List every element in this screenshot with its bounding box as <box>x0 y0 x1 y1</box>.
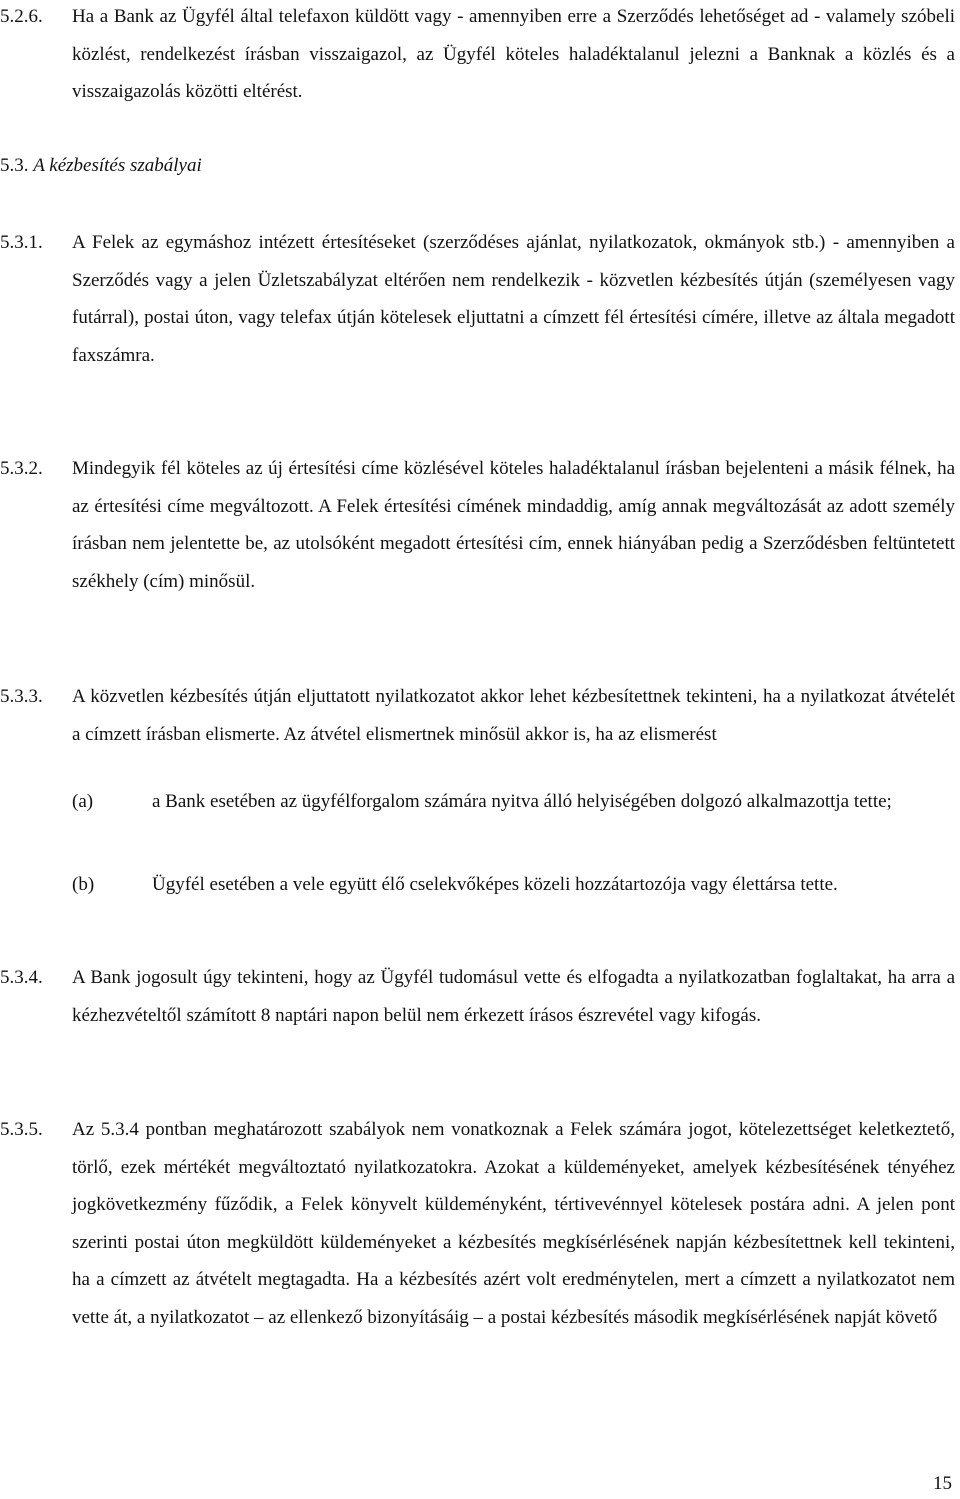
paragraph-body <box>0 678 955 753</box>
paragraph-5-2-6 <box>0 0 955 111</box>
paragraph-5-3-5 <box>0 1111 955 1336</box>
paragraph-body <box>0 959 955 1034</box>
paragraph-number: 5.3.1. <box>0 232 43 253</box>
paragraph-number: 5.3.2. <box>0 458 43 479</box>
paragraph-5-3-4 <box>0 959 955 1034</box>
paragraph-text: Mindegyik fél köteles az új értesítési címe közlésével köteles haladéktalanul írásban bejelenteni a másik félnek, ha az értesítési címe megváltozott. A Felek értesítési címének mindaddig, amíg annak megváltozását az adott személy írásban nem jelentette be, az utolsóként megadott értesítési cím, ennek hiányában pedig a Szerződésben feltüntetett székhely (cím) minősül. <box>72 458 955 592</box>
list-marker: (b) <box>72 874 95 895</box>
section-heading-5-3 <box>0 147 202 184</box>
list-marker: (a) <box>72 791 94 812</box>
paragraph-body <box>0 224 955 374</box>
paragraph-5-3-1 <box>0 224 955 374</box>
section-title: A kézbesítés szabályai <box>33 155 202 176</box>
paragraph-text: A Felek az egymáshoz intézett értesítéseket (szerződéses ajánlat, nyilatkozatok, okmányok stb.) - amennyiben a Szerződés vagy a jelen Üzletszabályzat eltérően nem rendelkezik - közvetlen kézbesítés útján (személyesen vagy futárral), postai úton, vagy telefax útján kötelesek eljuttatni a címzett fél értesítési címére, illetve az általa megadott faxszámra. <box>72 232 955 366</box>
paragraph-text: Az 5.3.4 pontban meghatározott szabályok nem vonatkoznak a Felek számára jogot, kötelezettséget keletkeztető, törlő, ezek mértékét megváltoztató nyilatkozatokra. Azokat a küldeményeket, amelyek kézbesítésének tényéhez jogkövetkezmény fűződik, a Felek könyvelt küldeményként, tértivevénnyel kötelesek postára adni. A jelen pont szerinti postai úton megküldött küldeményeket a kézbesítés megkísérlésének napján kézbesítettnek kell tekinteni, ha a címzett az átvételt megtagadta. Ha a kézbesítés azért volt eredménytelen, mert a címzett a nyilatkozatot nem vette át, a nyilatkozatot – az ellenkező bizonyításáig – a postai kézbesítés második megkísérlésének napját követő <box>72 1119 955 1328</box>
paragraph-body <box>0 0 955 111</box>
list-item-a <box>72 787 955 817</box>
paragraph-number: 5.3.4. <box>0 967 43 988</box>
paragraph-text: Ha a Bank az Ügyfél által telefaxon küldött vagy - amennyiben erre a Szerződés lehetőséget ad - valamely szóbeli közlést, rendelkezést írásban visszaigazol, az Ügyfél köteles haladéktalanul jelezni a Banknak a közlés és a visszaigazolás közötti eltérést. <box>72 6 955 102</box>
paragraph-body <box>0 1111 955 1336</box>
list-item-text: Ügyfél esetében a vele együtt élő cselekvőképes közeli hozzátartozója vagy élettársa tette. <box>152 874 838 895</box>
list-item-b <box>72 870 955 900</box>
paragraph-number: 5.3.5. <box>0 1119 43 1140</box>
paragraph-text: A közvetlen kézbesítés útján eljuttatott nyilatkozatot akkor lehet kézbesítettnek tekinteni, ha a nyilatkozat átvételét a címzett írásban elismerte. Az átvétel elismertnek minősül akkor is, ha az elismerést <box>72 686 955 745</box>
paragraph-text: A Bank jogosult úgy tekinteni, hogy az Ügyfél tudomásul vette és elfogadta a nyilatkozatban foglaltakat, ha arra a kézhezvételtől számított 8 naptári napon belül nem érkezett írásos észrevétel vagy kifogás. <box>72 967 955 1026</box>
section-number: 5.3. <box>0 155 29 176</box>
paragraph-5-3-2 <box>0 450 955 600</box>
paragraph-number: 5.2.6. <box>0 6 43 27</box>
paragraph-number: 5.3.3. <box>0 686 43 707</box>
paragraph-5-3-3 <box>0 678 955 753</box>
paragraph-body <box>0 450 955 600</box>
list-item-text: a Bank esetében az ügyfélforgalom számára nyitva álló helyiségében dolgozó alkalmazottja tette; <box>152 791 892 812</box>
page-number: 15 <box>933 1473 952 1494</box>
